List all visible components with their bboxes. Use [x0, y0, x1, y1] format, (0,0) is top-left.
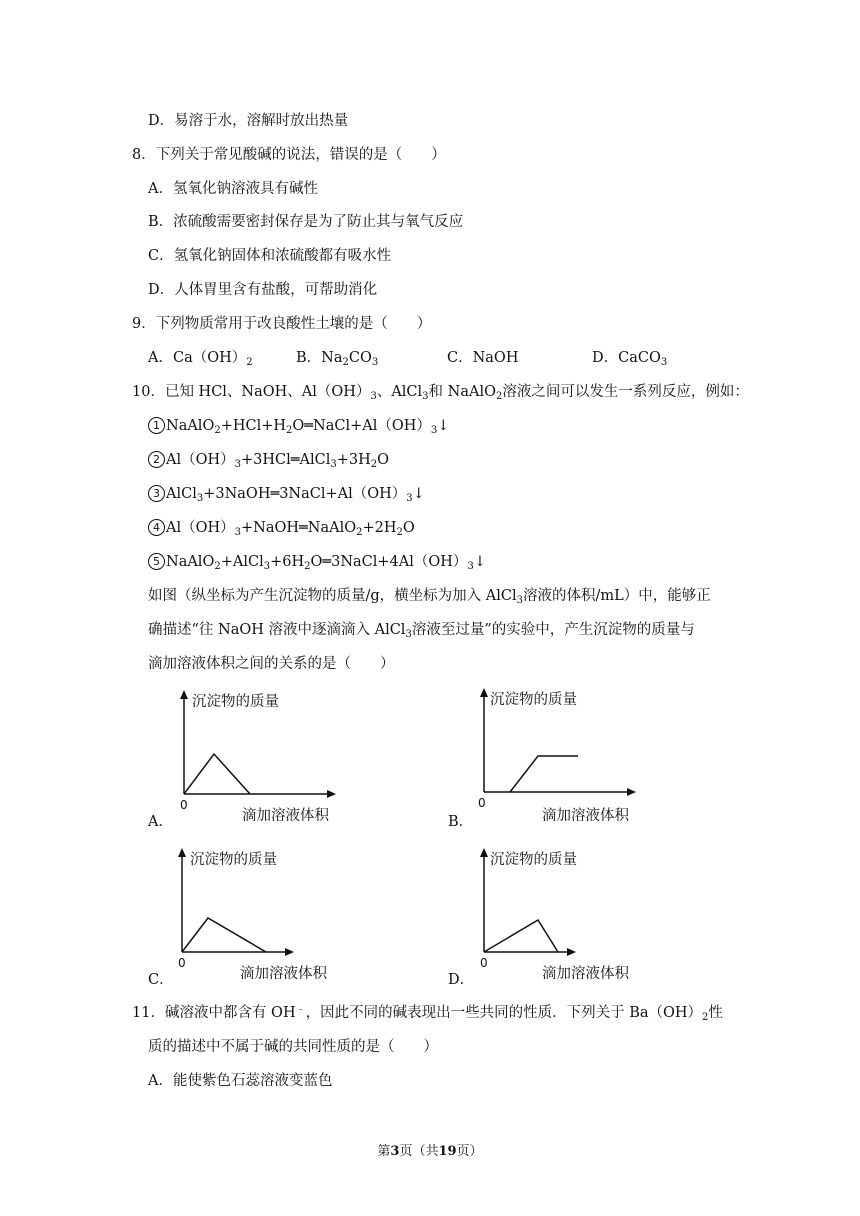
q9-option-a: A．$Ca(OH)_2$ — [148, 350, 253, 368]
precipitate-curve — [184, 754, 250, 794]
graph-b-xlabel: 滴加溶液体积 — [542, 808, 629, 824]
y-axis-arrow — [480, 848, 488, 857]
q9-option-b: B．$Na_2CO_3$ — [296, 350, 379, 368]
graph-a-xlabel: 滴加溶液体积 — [242, 808, 329, 824]
graph-c-ylabel: 沉淀物的质量 — [190, 852, 277, 868]
q8-stem: 8．下列关于常见酸碱的说法，错误的是（ ） — [132, 147, 446, 163]
x-axis-arrow — [627, 788, 636, 796]
q10-stem: 10．已知 HCl、NaOH、$Al(OH)_3$、AlCl$_3$和 NaAlO$_2$溶液之间可以发生一系列反应，例如： — [132, 384, 749, 402]
graph-a-ylabel: 沉淀物的质量 — [192, 694, 279, 710]
y-axis-arrow — [180, 690, 188, 699]
graph-b-letter: B． — [448, 814, 474, 830]
precipitate-curve — [484, 920, 558, 952]
q11-stem-line-1: 11．碱溶液中都含有 OH﹣，因此不同的碱表现出一些共同的性质．下列关于 $Ba(OH)_2$性 — [132, 1004, 723, 1023]
q10-paragraph-line-2: 确描述“往 NaOH 溶液中逐滴滴入 AlCl$_3$溶液至过量”的实验中，产生沉淀物的质量与 — [148, 622, 695, 640]
q10-paragraph-line-3: 滴加溶液体积之间的关系的是（ ） — [148, 656, 395, 672]
x-axis-arrow — [327, 790, 336, 798]
q11-option-a: A．能使紫色石蕊溶液变蓝色 — [148, 1073, 333, 1089]
graph-b-origin: 0 — [478, 796, 486, 810]
q9-stem: 9．下列物质常用于改良酸性土壤的是（ ） — [132, 316, 432, 332]
graph-d-ylabel: 沉淀物的质量 — [490, 852, 577, 868]
precipitate-curve — [182, 918, 266, 952]
q11-stem-line-2: 质的描述中不属于碱的共同性质的是（ ） — [148, 1039, 438, 1055]
q8-option-a: A．氢氧化钠溶液具有碱性 — [148, 181, 318, 197]
page-total: 19 — [438, 1144, 457, 1159]
graph-a-origin: 0 — [180, 798, 188, 812]
q9-option-c: C．NaOH — [447, 350, 519, 366]
q8-option-c: C．氢氧化钠固体和浓硫酸都有吸水性 — [148, 248, 392, 264]
q7-option-d: D．易溶于水，溶解时放出热量 — [148, 113, 349, 129]
x-axis-arrow — [567, 948, 576, 956]
page-footer: 第3页（共19页） — [377, 1144, 483, 1159]
graph-c-xlabel: 滴加溶液体积 — [240, 966, 327, 982]
y-axis-arrow — [178, 848, 186, 857]
reaction-5: 5 $NaAlO_2+AlCl_3+6H_2O═3NaCl+4Al(OH)_3↓$ — [148, 553, 486, 571]
graph-a-letter: A． — [148, 814, 173, 830]
graph-c-origin: 0 — [178, 956, 186, 970]
q10-paragraph-line-1: 如图（纵坐标为产生沉淀物的质量/g，横坐标为加入 AlCl$_3$溶液的体积/mL）中，能够正 — [148, 588, 711, 606]
graph-d — [470, 846, 650, 986]
graph-a — [170, 688, 350, 828]
q8-option-d: D．人体胃里含有盐酸，可帮助消化 — [148, 282, 378, 298]
y-axis-arrow — [480, 688, 488, 697]
x-axis-arrow — [285, 948, 294, 956]
page-number: 3 — [390, 1144, 400, 1159]
graph-b — [470, 686, 650, 826]
reaction-3: 3 $AlCl_3+3NaOH═3NaCl+Al(OH)_3↓$ — [148, 485, 425, 503]
graph-d-letter: D． — [448, 972, 475, 988]
graph-d-origin: 0 — [480, 956, 488, 970]
precipitate-curve — [510, 756, 578, 792]
q8-option-b: B．浓硫酸需要密封保存是为了防止其与氧气反应 — [148, 214, 464, 230]
reaction-2: 2 $Al(OH)_3+3HCl═AlCl_3+3H_2O$ — [148, 451, 389, 469]
graph-d-xlabel: 滴加溶液体积 — [542, 966, 629, 982]
q9-option-d: D．CaCO$_3$ — [592, 350, 668, 368]
graph-c-letter: C． — [148, 972, 174, 988]
graph-b-ylabel: 沉淀物的质量 — [490, 692, 577, 708]
reaction-4: 4 $Al(OH)_3+NaOH═NaAlO_2+2H_2O$ — [148, 519, 415, 537]
graph-c — [168, 846, 348, 986]
reaction-1: 1 $NaAlO_2+HCl+H_2O═NaCl+Al(OH)_3↓$ — [148, 417, 449, 435]
